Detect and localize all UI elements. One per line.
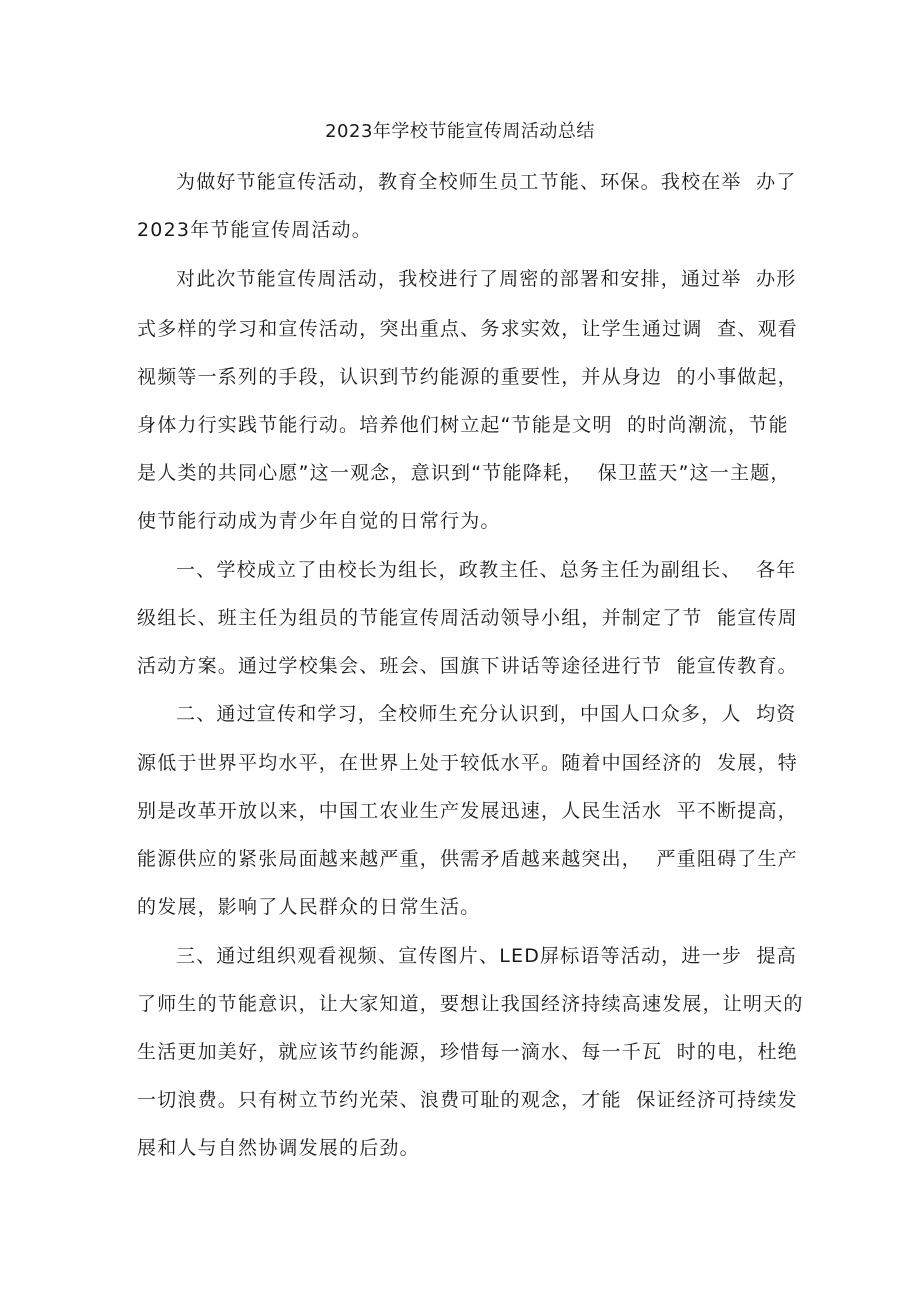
paragraph-4-line-2: 源低于世界平均水平，在世界上处于较低水平。随着中国经济的 发展，特 — [137, 752, 798, 774]
paragraph-2-line-3: 视频等一系列的手段，认识到节约能源的重要性，并从身边 的小事做起， — [137, 366, 798, 388]
paragraph-4-line-5: 的发展，影响了人民群众的日常生活。 — [137, 896, 481, 918]
paragraph-5-line-2: 了师生的节能意识，让大家知道，要想让我国经济持续高速发展，让明天的 — [137, 993, 804, 1015]
paragraph-3-line-2: 级组长、班主任为组员的节能宣传周活动领导小组，并制定了节 能宣传周 — [137, 607, 798, 629]
paragraph-2-line-4: 身体力行实践节能行动。培养他们树立起“节能是文明 的时尚潮流，节能 — [137, 414, 789, 436]
paragraph-3-line-1: 一、学校成立了由校长为组长，政教主任、总务主任为副组长、 各年 — [176, 559, 797, 581]
paragraph-2-line-1: 对此次节能宣传周活动，我校进行了周密的部署和安排，通过举 办形 — [176, 268, 797, 290]
paragraph-2-line-2: 式多样的学习和宣传活动，突出重点、务求实效，让学生通过调 查、观看 — [137, 318, 798, 340]
paragraph-4-line-4: 能源供应的紧张局面越来越严重，供需矛盾越来越突出， 严重阻碍了生产 — [137, 848, 798, 870]
paragraph-1-line-1: 为做好节能宣传活动，教育全校师生员工节能、环保。我校在举 办了 — [176, 171, 797, 193]
paragraph-1-line-2: 2023年节能宣传周活动。 — [137, 219, 372, 241]
paragraph-4-line-3: 别是改革开放以来，中国工农业生产发展迅速，人民生活水 平不断提高， — [137, 800, 798, 822]
paragraph-5-line-1: 三、通过组织观看视频、宣传图片、LED屏标语等活动，进一步 提高 — [176, 945, 797, 967]
paragraph-3-line-3: 活动方案。通过学校集会、班会、国旗下讲话等途径进行节 能宣传教育。 — [137, 655, 798, 677]
document-title: 2023年学校节能宣传周活动总结 — [325, 121, 595, 142]
paragraph-5-line-3: 生活更加美好，就应该节约能源，珍惜每一滴水、每一千瓦 时的电，杜绝 — [137, 1041, 798, 1063]
paragraph-5-line-4: 一切浪费。只有树立节约光荣、浪费可耻的观念，才能 保证经济可持续发 — [137, 1089, 798, 1111]
paragraph-5-line-5: 展和人与自然协调发展的后劲。 — [137, 1137, 420, 1159]
paragraph-4-line-1: 二、通过宣传和学习，全校师生充分认识到，中国人口众多，人 均资 — [176, 703, 797, 725]
paragraph-2-line-5: 是人类的共同心愿”这一观念，意识到“节能降耗， 保卫蓝天”这一主题， — [137, 462, 791, 484]
paragraph-2-line-6: 使节能行动成为青少年自觉的日常行为。 — [137, 510, 501, 532]
